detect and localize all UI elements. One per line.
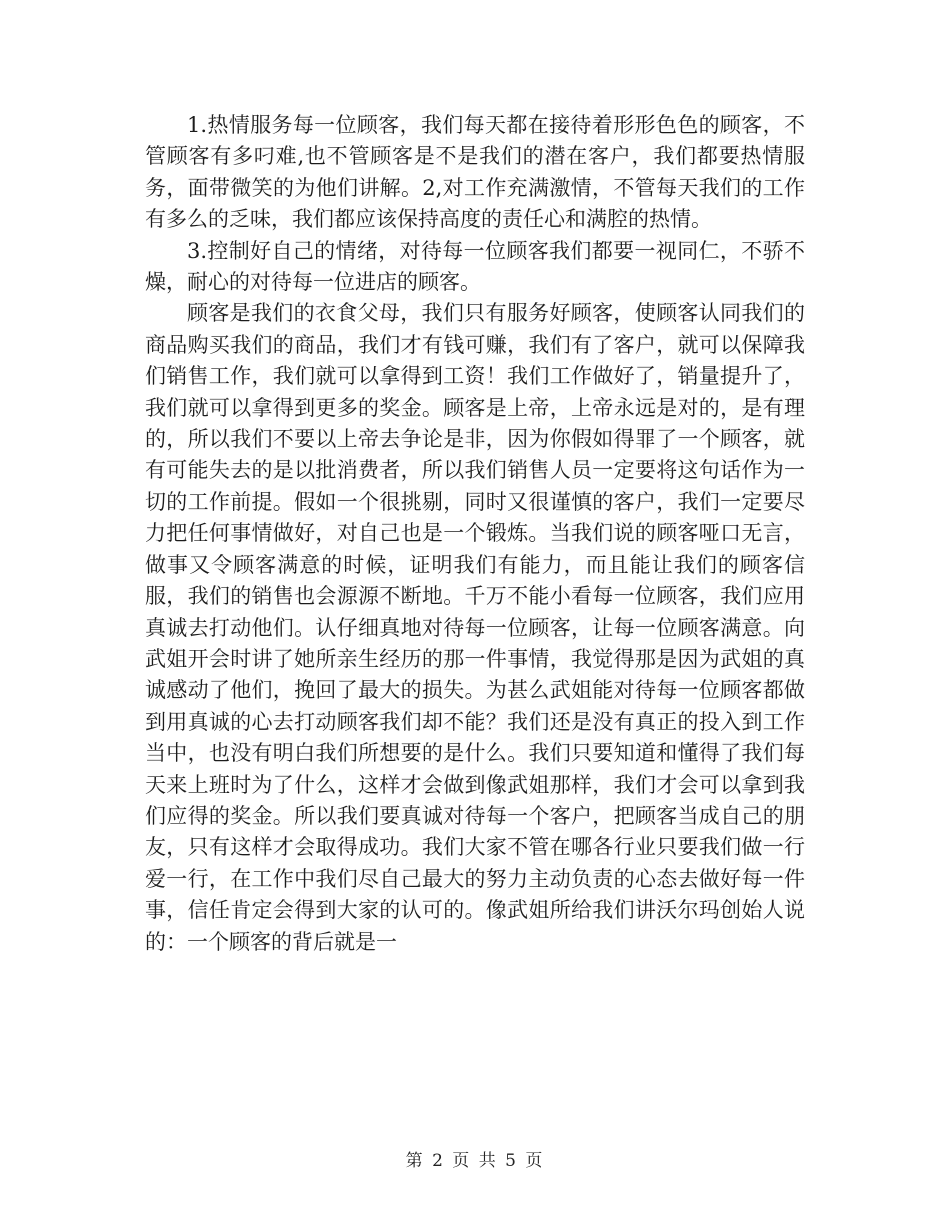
document-body (145, 110, 805, 958)
paragraph-emotion-control: 3.控制好自己的情绪，对待每一位顾客我们都要一视同仁，不骄不燥，耐心的对待每一位进店的顾客。 (145, 238, 805, 295)
page-footer: 第 2 页 共 5 页 (405, 1151, 545, 1171)
paragraph-service-points: 1.热情服务每一位顾客，我们每天都在接待着形形色色的顾客，不管顾客有多叼难,也不管顾客是不是我们的潜在客户，我们都要热情服务，面带微笑的为他们讲解。2,对工作充满激情，不管每天我们的工作有多么的乏味，我们都应该保持高度的责任心和满腔的热情。 (145, 113, 805, 232)
paragraph-customer-importance: 顾客是我们的衣食父母，我们只有服务好顾客，使顾客认同我们的商品购买我们的商品，我们才有钱可赚，我们有了客户，就可以保障我们销售工作，我们就可以拿得到工资！我们工作做好了，销量提升了，我们就可以拿得到更多的奖金。顾客是上帝，上帝永远是对的，是有理的，所以我们不要以上帝去争论是非，因为你假如得罪了一个顾客，就有可能失去的是以批消费者，所以我们销售人员一定要将这句话作为一切的工作前提。假如一个很挑剔，同时又很谨慎的客户，我们一定要尽力把任何事情做好，对自己也是一个锻炼。当我们说的顾客哑口无言，做事又令顾客满意的时候，证明我们有能力，而且能让我们的顾客信服，我们的销售也会源源不断地。千万不能小看每一位顾客，我们应用真诚去打动他们。认仔细真地对待每一位顾客，让每一位顾客满意。向武姐开会时讲了她所亲生经历的那一件事情，我觉得那是因为武姐的真诚感动了他们，挽回了最大的损失。为甚么武姐能对待每一位顾客都做到用真诚的心去打动顾客我们却不能？我们还是没有真正的投入到工作当中，也没有明白我们所想要的是什么。我们只要知道和懂得了我们每天来上班时为了什么，这样才会做到像武姐那样，我们才会可以拿到我们应得的奖金。所以我们要真诚对待每一个客户，把顾客当成自己的朋友，只有这样才会取得成功。我们大家不管在哪各行业只要我们做一行爱一行，在工作中我们尽自己最大的努力主动负责的心态去做好每一件事，信任肯定会得到大家的认可的。像武姐所给我们讲沃尔玛创始人说的：一个顾客的背后就是一 (145, 301, 805, 954)
